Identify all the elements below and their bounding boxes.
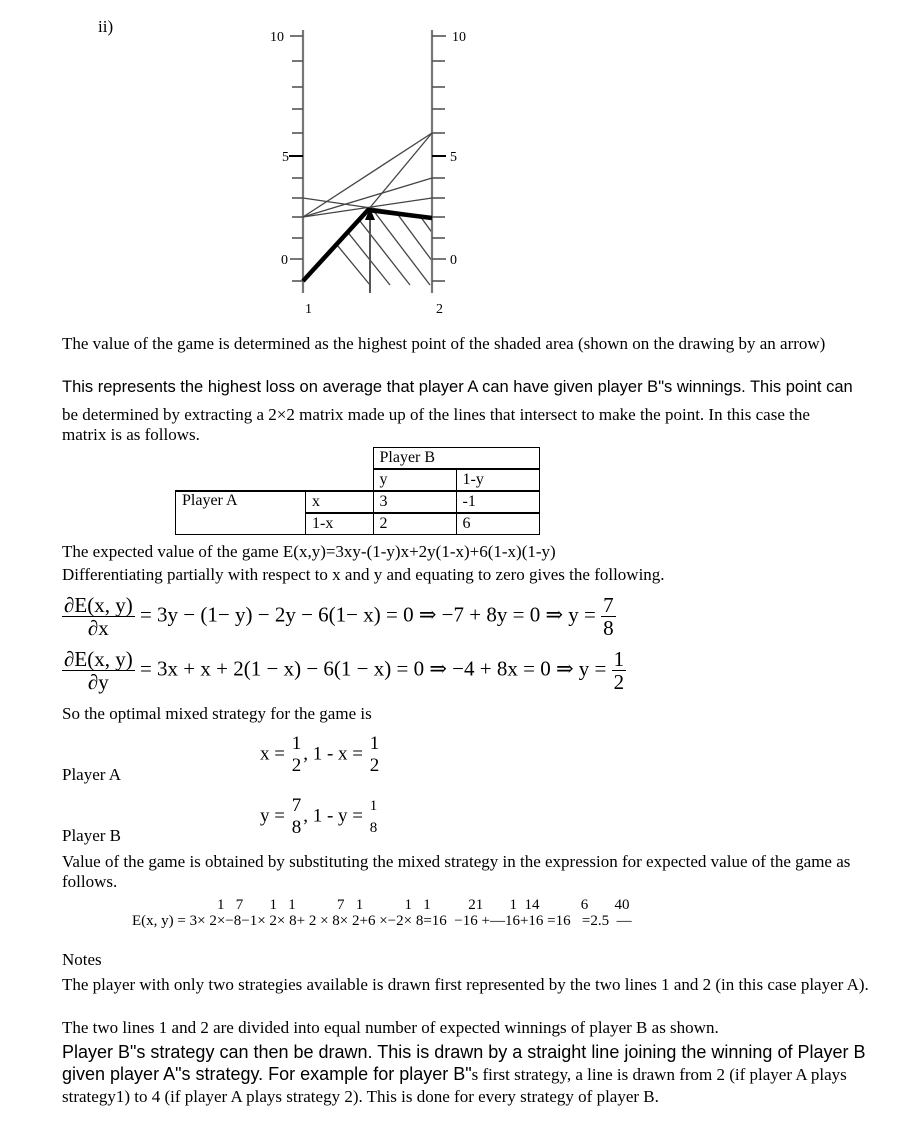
col-header-1-y: 1-y [456, 469, 539, 491]
right-label-10: 10 [452, 30, 466, 45]
note-1: The player with only two strategies available is drawn first represented by the two lines 1 and 2 (in this case player A). [62, 975, 869, 994]
right-label-5: 5 [450, 150, 457, 165]
note-2: The two lines 1 and 2 are divided into equal number of expected winnings of player B as shown. [62, 1018, 719, 1037]
paragraph-highest-loss-line2: be determined by extracting a 2×2 matrix made up of the lines that intersect to make the point. In this case the matrix is as follows. [62, 405, 810, 444]
player-a-header: Player A [176, 491, 306, 535]
value-computation-numerators: 1 7 1 1 7 1 1 1 21 1 14 6 40 [217, 897, 630, 913]
note-3: Player B"s strategy can then be drawn. This is drawn by a straight line joining the winning of Player B given player A"s strategy. For example for player B"s first strategy, a line is drawn from 2 (if player A plays strategy1) to 4 (if player A plays strategy 2). This is done for every strategy of player B. [62, 1042, 866, 1106]
player-b-header: Player B [373, 448, 539, 470]
paragraph-value-definition: The value of the game is determined as the highest point of the shaded area (shown on the drawing by an arrow) [62, 334, 826, 353]
lower-envelope-line [303, 210, 432, 281]
right-axis-ticks [432, 36, 446, 281]
game-diagram [0, 0, 910, 330]
cell-1-x-1-y: 6 [456, 513, 539, 535]
value-computation-expression: E(x, y) = 3× 2×−8−1× 2× 8+ 2 × 8× 2+6 ×−2× 8=16 −16 +—16+16 =16 =2.5 — [132, 913, 632, 929]
player-b-label: Player B [62, 826, 122, 845]
left-label-10: 10 [270, 30, 284, 45]
player-b-strategy: y = 7 8 , 1 - y = 1 8 [260, 795, 378, 838]
partial-derivative-y: $\frac{\partial E(x, y)}{\partial y}$ = 3x + x + 2(1 − x) − 6(1 − x) = 0 ⇒ −4 + 8x = 0 ⇒ y = $\frac{1}{2}$ [64, 647, 625, 694]
line-to-6 [368, 133, 432, 210]
differentiation-intro: Differentiating partially with respect to x and y and equating to zero gives the following. [62, 565, 665, 584]
line-2-to-6 [303, 133, 432, 217]
tick-labels [270, 30, 466, 317]
left-axis-ticks [289, 36, 303, 281]
col-header-y: y [373, 469, 456, 491]
optimal-strategy-intro: So the optimal mixed strategy for the game is [62, 704, 372, 723]
x-label-1: 1 [305, 302, 312, 317]
partial-derivative-x: $\frac{\partial E(x, y)}{\partial x}$ = 3y − (1− y) − 2y − 6(1− x) = 0 ⇒ −7 + 8y = 0 ⇒ y = $\frac{7}{8}$ [64, 593, 614, 640]
right-label-0: 0 [450, 253, 457, 268]
cell-x-y: 3 [373, 491, 456, 513]
expected-value-expression: The expected value of the game E(x,y)=3xy-(1-y)x+2y(1-x)+6(1-x)(1-y) [62, 542, 556, 561]
notes-heading: Notes [62, 950, 102, 969]
row-header-x: x [306, 491, 374, 513]
left-label-5: 5 [282, 150, 289, 165]
cell-x-1-y: -1 [456, 491, 539, 513]
player-a-label: Player A [62, 765, 122, 784]
x-label-2: 2 [436, 302, 443, 317]
row-header-1-x: 1-x [306, 513, 374, 535]
payoff-matrix [175, 447, 540, 535]
paragraph-highest-loss-line1: This represents the highest loss on average that player A can have given player B"s winnings. This point can [62, 378, 853, 396]
section-label: ii) [98, 17, 114, 36]
value-of-game-paragraph: Value of the game is obtained by substituting the mixed strategy in the expression for expected value of the game as follows. [62, 852, 851, 891]
left-label-0: 0 [281, 253, 288, 268]
player-a-strategy: x = 1 2 , 1 - x = 1 2 [260, 733, 380, 776]
cell-1-x-y: 2 [373, 513, 456, 535]
